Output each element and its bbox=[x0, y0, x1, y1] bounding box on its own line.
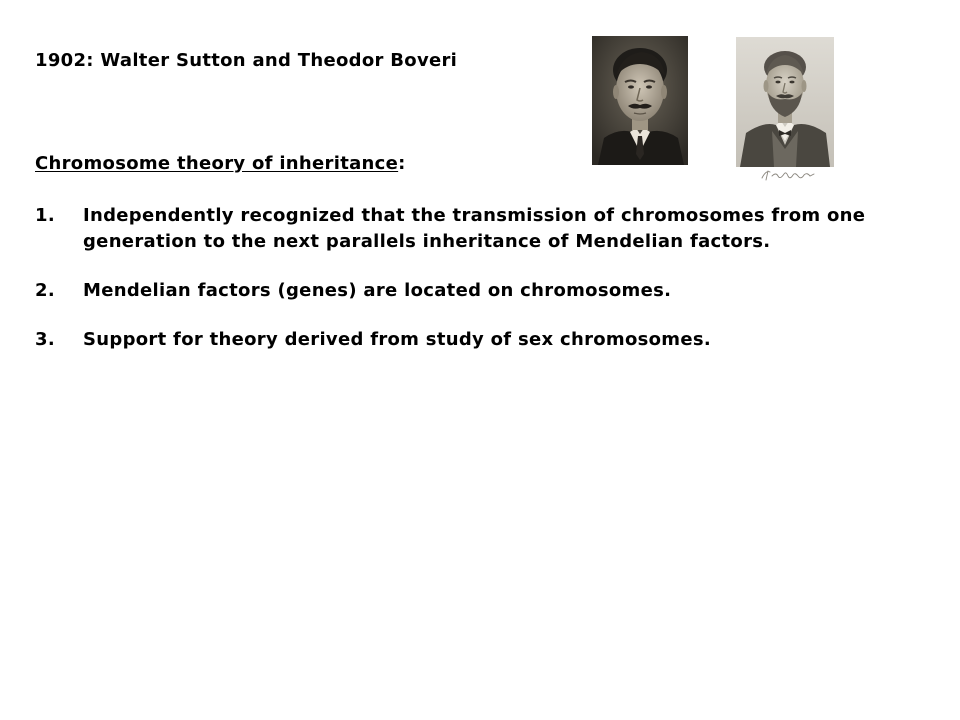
sutton-portrait bbox=[592, 36, 688, 165]
boveri-signature bbox=[758, 166, 822, 184]
list-item bbox=[35, 203, 895, 255]
signature-mark bbox=[758, 166, 822, 184]
list-item bbox=[35, 327, 895, 353]
list-item bbox=[35, 278, 895, 304]
slide-title: 1902: Walter Sutton and Theodor Boveri bbox=[35, 50, 458, 71]
boveri-portrait-image bbox=[736, 37, 834, 167]
list-item-text: Support for theory derived from study of sex chromosomes. bbox=[83, 329, 712, 350]
list-item-text: Mendelian factors (genes) are located on chromosomes. bbox=[83, 280, 672, 301]
section-heading-text: Chromosome theory of inheritance bbox=[35, 153, 399, 174]
numbered-list bbox=[35, 203, 895, 376]
section-heading bbox=[35, 153, 406, 174]
section-heading-colon: : bbox=[398, 153, 406, 174]
list-item-text: Independently recognized that the transmission of chromosomes from one generation to the next parallels inheritance of Mendelian factors. bbox=[83, 205, 866, 252]
list-item-number: 3. bbox=[35, 329, 55, 350]
boveri-portrait bbox=[736, 37, 834, 167]
sutton-portrait-image bbox=[592, 36, 688, 165]
list-item-number: 2. bbox=[35, 280, 55, 301]
list-item-number: 1. bbox=[35, 205, 55, 226]
